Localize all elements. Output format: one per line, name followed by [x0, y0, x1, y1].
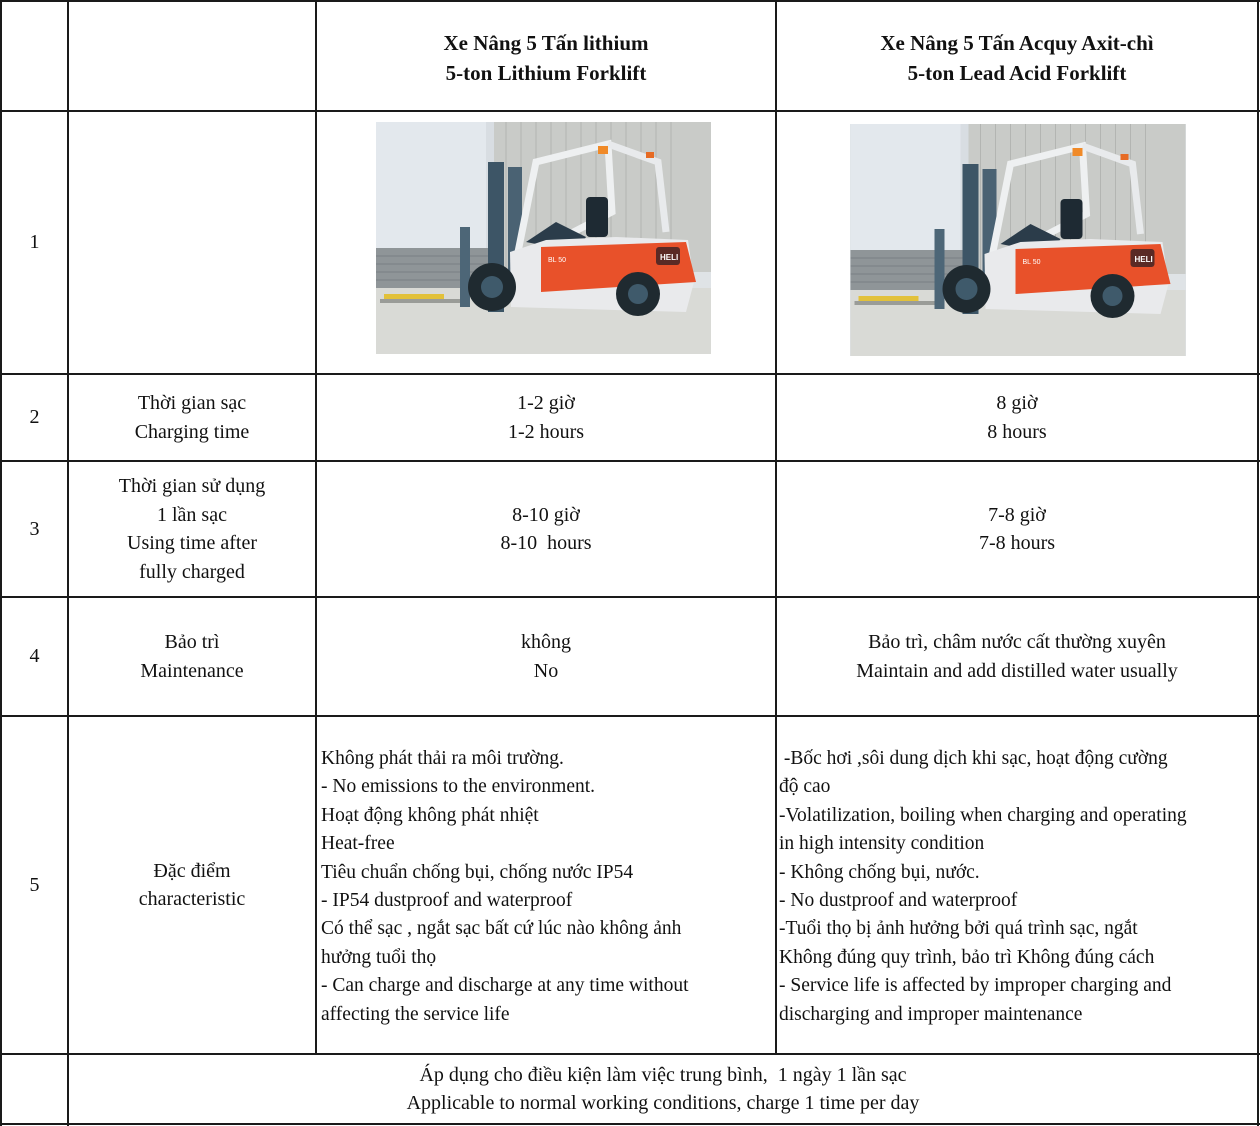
label-en: fully charged	[139, 560, 245, 583]
header-lithium-vi: Xe Nâng 5 Tấn lithium	[443, 31, 649, 55]
value-vi: không	[521, 631, 571, 653]
value-vi: Bảo trì, châm nước cất thường xuyên	[868, 631, 1166, 653]
value-en: Maintain and add distilled water usually	[856, 659, 1178, 682]
footnote-en: Applicable to normal working conditions, charge 1 time per day	[406, 1092, 920, 1114]
characteristic-line: - Service life is affected by improper charging and	[779, 975, 1172, 997]
footnote-vi: Áp dụng cho điều kiện làm việc trung bình, 1 ngày 1 lần sạc	[419, 1063, 907, 1086]
forklift-illustration	[850, 124, 1186, 356]
label-en: Maintenance	[140, 659, 244, 682]
characteristic-line: Hoạt động không phát nhiệt	[321, 804, 539, 826]
heli-logo: HELI	[660, 253, 679, 262]
lead-acid-charging-time	[777, 375, 1257, 460]
characteristic-line: hưởng tuổi thọ	[321, 946, 437, 968]
value-en: 7-8 hours	[978, 532, 1056, 554]
value-en: 8-10 hours	[500, 532, 592, 554]
lithium-characteristics	[317, 745, 775, 1035]
lead-acid-maintenance	[777, 598, 1257, 715]
row-divider	[0, 110, 1260, 112]
row-number	[2, 1055, 67, 1123]
characteristic-line: Heat-free	[321, 833, 395, 855]
row-label-characteristic	[69, 717, 315, 1053]
value-vi: 7-8 giờ	[988, 503, 1046, 526]
lithium-forklift-image	[376, 122, 711, 354]
label-vi: Thời gian sử dụng	[118, 475, 266, 497]
lead-acid-characteristics	[777, 745, 1257, 1035]
characteristic-line: - IP54 dustproof and waterproof	[321, 890, 573, 912]
label-vi: Bảo trì	[164, 631, 220, 653]
lead-acid-forklift-image	[850, 124, 1186, 356]
value-en: 8 hours	[987, 420, 1047, 443]
label-vi: 1 lần sạc	[157, 503, 227, 526]
value-en: 1-2 hours	[507, 420, 585, 443]
characteristic-line: affecting the service life	[321, 1003, 510, 1025]
model-label: BL 50	[548, 257, 567, 264]
value-vi: 1-2 giờ	[517, 392, 575, 414]
characteristic-line: - Can charge and discharge at any time without	[321, 975, 689, 997]
row-label-using-time	[69, 462, 315, 596]
lithium-maintenance	[317, 598, 775, 715]
label-en: characteristic	[138, 888, 246, 910]
characteristic-line: - No dustproof and waterproof	[779, 890, 1018, 912]
label-en: Using time after	[127, 532, 257, 554]
footnote	[69, 1055, 1257, 1123]
table-border-bottom	[0, 1123, 1260, 1125]
header-lead-acid-vi: Xe Nâng 5 Tấn Acquy Axit-chì	[880, 31, 1154, 55]
label-en: Charging time	[134, 420, 250, 443]
row-label-charging-time	[69, 375, 315, 460]
characteristic-line: - No emissions to the environment.	[321, 776, 596, 798]
characteristic-line: độ cao	[779, 776, 831, 798]
header-lithium-en: 5-ton Lithium Forklift	[445, 61, 647, 85]
row-label-maintenance	[69, 598, 315, 715]
characteristic-line: -Tuổi thọ bị ảnh hưởng bởi quá trình sạc, ngắt	[779, 918, 1138, 940]
header-lead-acid-en: 5-ton Lead Acid Forklift	[907, 61, 1127, 85]
value-vi: 8 giờ	[996, 392, 1038, 414]
model-label: BL 50	[1022, 259, 1041, 266]
row-number: 5	[29, 873, 40, 896]
characteristic-line: -Volatilization, boiling when charging and operating	[779, 804, 1187, 826]
row-number: 4	[29, 645, 40, 667]
heli-logo: HELI	[1134, 255, 1153, 264]
lithium-charging-time	[317, 375, 775, 460]
header-lead-acid	[777, 2, 1257, 110]
lithium-using-time	[317, 462, 775, 596]
header-lithium	[317, 2, 775, 110]
characteristic-line: in high intensity condition	[779, 833, 985, 855]
value-en: No	[533, 659, 559, 682]
value-vi: 8-10 giờ	[512, 503, 580, 526]
characteristic-line: Không đúng quy trình, bảo trì Không đúng cách	[779, 946, 1155, 968]
characteristic-line: Không phát thải ra môi trường.	[321, 748, 564, 769]
characteristic-line: -Bốc hơi ,sôi dung dịch khi sạc, hoạt động cường	[779, 748, 1168, 769]
label-vi: Thời gian sạc	[137, 392, 247, 414]
characteristic-line: discharging and improper maintenance	[779, 1003, 1083, 1025]
forklift-illustration	[376, 122, 711, 354]
lead-acid-using-time	[777, 462, 1257, 596]
row-number: 2	[29, 406, 40, 428]
label-vi: Đặc điểm	[153, 859, 231, 882]
characteristic-line: Có thể sạc , ngắt sạc bất cứ lúc nào không ảnh	[321, 918, 682, 940]
characteristic-line: Tiêu chuẩn chống bụi, chống nước IP54	[321, 861, 634, 883]
row-number: 1	[29, 231, 40, 253]
table-border-right	[1257, 0, 1259, 1126]
row-number: 3	[29, 517, 40, 540]
characteristic-line: - Không chống bụi, nước.	[779, 861, 980, 883]
